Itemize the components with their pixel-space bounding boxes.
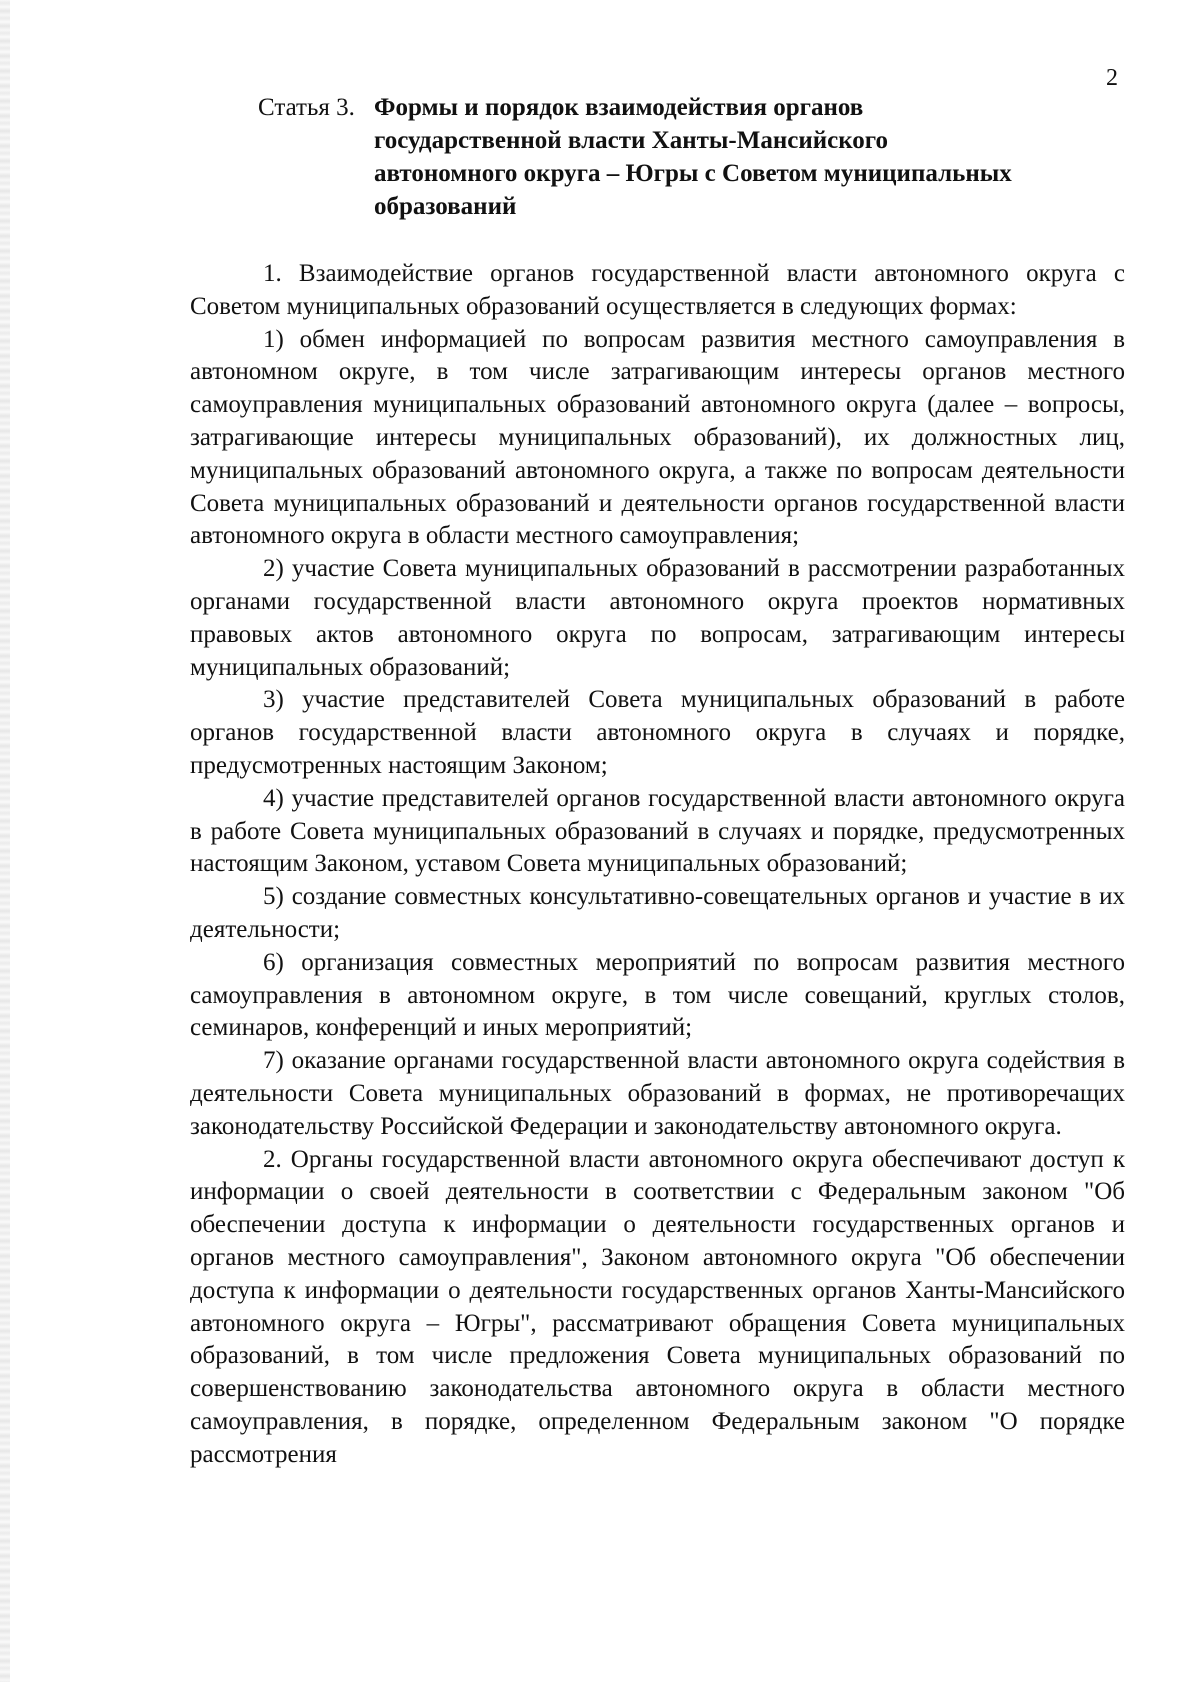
- article-title: Формы и порядок взаимодействия органов государственной власти Ханты-Мансийского автономного округа – Югры с Советом муниципальных образований: [374, 94, 1012, 220]
- article-label: Статья 3.: [258, 94, 355, 121]
- paragraph-intro: 1. Взаимодействие органов государственной власти автономного округа с Советом муниципальных образований осуществляется в следующих формах:: [190, 260, 1125, 320]
- article-body: [190, 258, 1125, 1471]
- paragraph-section-2: 2. Органы государственной власти автономного округа обеспечивают доступ к информации о своей деятельности в соответствии с Федеральным законом "Об обеспечении доступа к информации о деятельности государственных органов и органов местного самоуправления", Законом автономного округа "Об обеспечении доступа к информации о деятельности государственных органов Ханты-Мансийского автономного округа – Югры", рассматривают обращения Совета муниципальных образований, в том числе предложения Совета муниципальных образований по совершенствованию законодательства автономного округа в области местного самоуправления, в порядке, определенном Федеральным законом "О порядке рассмотрения: [190, 1145, 1125, 1468]
- paragraph-item-5: 5) создание совместных консультативно-совещательных органов и участие в их деятельности;: [190, 883, 1125, 943]
- paragraph-item-3: 3) участие представителей Совета муниципальных образований в работе органов государственной власти автономного округа в случаях и порядке, предусмотренных настоящим Законом;: [190, 686, 1125, 779]
- paragraph-item-2: 2) участие Совета муниципальных образований в рассмотрении разработанных органами государственной власти автономного округа проектов нормативных правовых актов автономного округа по вопросам, затрагивающим интересы муниципальных образований;: [190, 555, 1125, 681]
- paragraph-item-6: 6) организация совместных мероприятий по вопросам развития местного самоуправления в автономном округе, в том числе совещаний, круглых столов, семинаров, конференций и иных мероприятий;: [190, 948, 1125, 1042]
- paragraph-item-4: 4) участие представителей органов государственной власти автономного округа в работе Совета муниципальных образований в случаях и порядке, предусмотренных настоящим Законом, уставом Совета муниципальных образований;: [190, 784, 1125, 878]
- paragraph-item-1: 1) обмен информацией по вопросам развития местного самоуправления в автономном округе, в том числе затрагивающим интересы органов местного самоуправления муниципальных образований автономного округа (далее – вопросы, затрагивающие интересы муниципальных образований), их должностных лиц, муниципальных образований автономного округа, а также по вопросам деятельности Совета муниципальных образований и деятельности органов государственной власти автономного округа в области местного самоуправления;: [190, 325, 1125, 550]
- paragraph-item-7: 7) оказание органами государственной власти автономного округа содействия в деятельности Совета муниципальных образований в формах, не противоречащих законодательству Российской Федерации и законодательству автономного округа.: [190, 1047, 1125, 1140]
- article-heading: [258, 91, 1118, 223]
- scan-edge: [0, 0, 10, 1682]
- page-number: 2: [1106, 65, 1118, 91]
